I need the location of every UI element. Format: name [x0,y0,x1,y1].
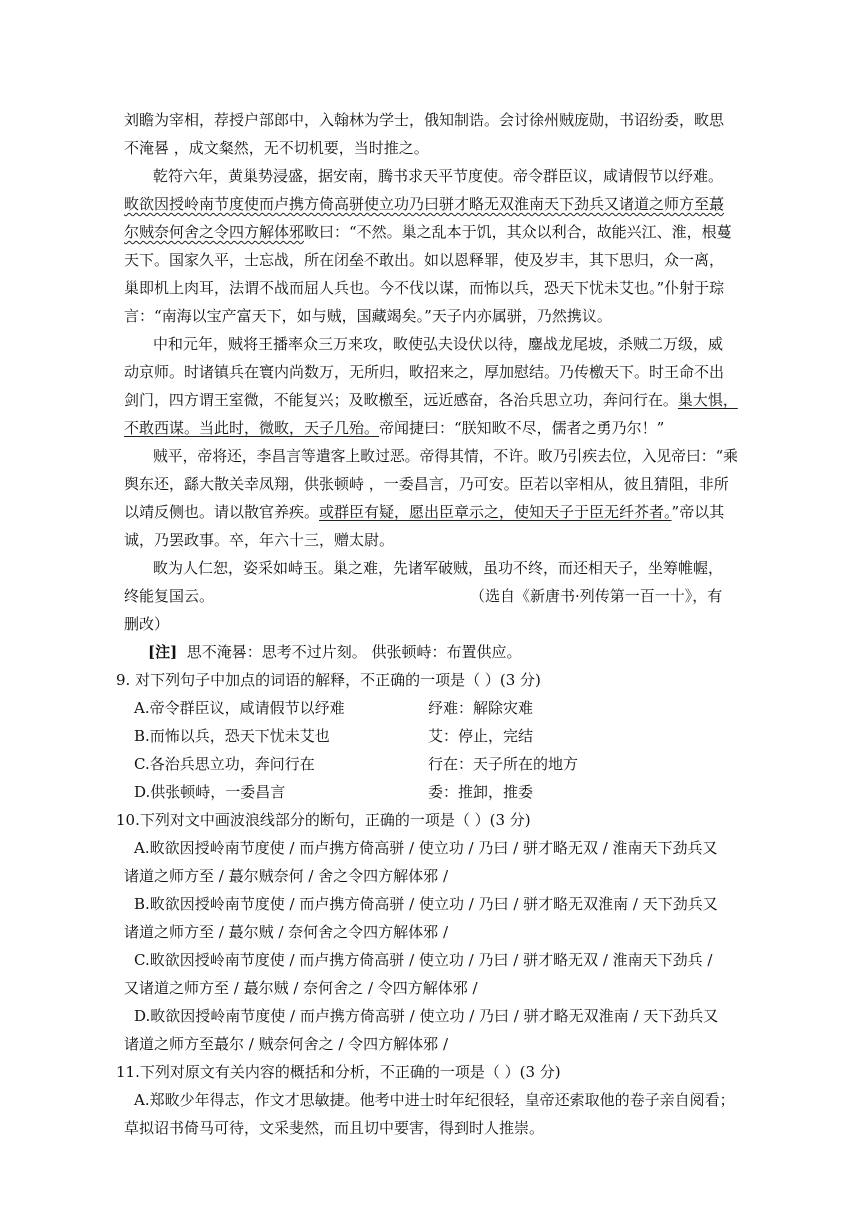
question-9-option-b-gloss: 艾：停止，完结 [428,727,534,745]
underlined-sentence: 巢大惧， [677,391,738,409]
passage-line: 中和元年，贼将王播率众三万来攻，畋使弘夫设伏以待，鏖战龙尾坡，杀贼二万级，威 [153,335,724,353]
question-9-option-c[interactable] [134,754,315,774]
question-10-option-a[interactable]: A.畋欲因授岭南节度使 / 而卢携方倚高骈 / 使立功 / 乃曰 / 骈才略无双 / 淮南天下劲兵又 [134,839,718,857]
passage-line: 天下。国家久平，士忘战，所在闭垒不敢出。如以恩释罪，使及岁丰，其下思归，众一离， [124,251,725,269]
option-text: C.各治兵思立功，奔问行在 [134,755,315,773]
passage-line [124,222,732,242]
question-9-option-d-gloss: 委：推卸，推委 [428,783,534,801]
footnote [148,642,522,662]
question-9-option-a-gloss: 纾难：解除灾难 [428,699,534,717]
passage-line: 贼平，帝将还，李昌言等遣客上畋过恶。帝得其情，不许。畋乃引疾去位，入见帝曰：“乘 [153,447,738,465]
passage-line [124,418,664,438]
question-11-stem: 11.下列对原文有关内容的概括和分析，不正确的一项是（ ）(3 分) [116,1063,561,1081]
question-10-option-c-cont: 又诸道之师方至 / 蕞尔贼 / 奈何舍之 / 令四方解体邪 / [124,979,478,997]
question-11-option-a-cont: 草拟诏书倚马可待，文采斐然，而且切中要害，得到时人推崇。 [124,1119,545,1137]
passage-text: 帝闻捷曰：“朕知畋不尽，儒者之勇乃尔！” [379,419,665,437]
source-citation: （选自《新唐书·列传第一百一十》，有 [470,587,723,605]
question-10-option-d-cont: 诸道之师方至蕞尔 / 贼奈何舍之 / 令四方解体邪 / [124,1035,449,1053]
question-9-option-b[interactable] [134,726,330,746]
source-citation: 删改） [124,615,170,633]
passage-line: 舆东还，繇大散关幸凤翔，供张顿峙 ，一委昌言，乃可安。臣若以宰相从，彼且猜阻，非所 [124,475,729,493]
passage-line: 畋为人仁恕，姿采如峙玉。巢之难，先诸军破贼，虽功不终，而还相天子，坐筹帷幄， [153,559,724,577]
passage-line [124,390,738,410]
passage-line: 诚，乃罢政事。卒，年六十三，赠太尉。 [124,531,395,549]
question-10-option-d[interactable]: D.畋欲因授岭南节度使 / 而卢携方倚高骈 / 使立功 / 乃曰 / 骈才略无双淮南 / 天下劲兵又 [134,1007,719,1025]
question-10-option-b[interactable]: B.畋欲因授岭南节度使 / 而卢携方倚高骈 / 使立功 / 乃曰 / 骈才略无双淮南 / 天下劲兵又 [134,895,718,913]
option-text: A.帝令群臣议，咸请假节以纾难 [134,699,345,717]
passage-line: 终能复国云。 [124,587,215,605]
wavy-underlined-passage: 尔贼奈何舍之令四方解体邪 [124,223,305,241]
question-11-option-a[interactable]: A.郑畋少年得志，作文才思敏捷。他考中进士时年纪很轻，皇帝还索取他的卷子亲自阅看； [134,1091,735,1109]
passage-line: 乾符六年，黄巢势浸盛，据安南，腾书求天平节度使。帝令群臣议，咸请假节以纾难。 [153,167,724,185]
passage-line: 动京师。时诸镇兵在寰内尚数万，无所归，畋招来之，厚加慰结。乃传檄天下。时王命不出 [124,363,725,381]
passage-text: 剑门，四方谓王室微，不能复兴；及畋檄至，远近感奋，各治兵思立功，奔问行在。 [124,391,678,409]
question-9-stem: 9. 对下列句子中加点的词语的解释，不正确的一项是（ ）(3 分) [116,671,541,689]
passage-line: 刘瞻为宰相，荐授户部郎中，入翰林为学士，俄知制诰。会讨徐州贼庞勋，书诏纷委，畋思 [124,111,725,129]
wavy-underlined-passage: 畋欲因授岭南节度使而卢携方倚高骈使立功乃曰骈才略无双淮南天下劲兵又诸道之师方至蕞 [124,195,725,213]
question-9-option-c-gloss: 行在：天子所在的地方 [428,755,579,773]
underlined-sentence: 不敢西谋。当此时，微畋，天子几殆。 [124,419,380,437]
underlined-sentence: 或群臣有疑，愿出臣章示之，使知天子于臣无纤芥者。 [319,503,672,521]
question-10-option-b-cont: 诸道之师方至 / 蕞尔贼 / 奈何舍之令四方解体邪 / [124,923,449,941]
passage-line [124,502,724,522]
option-text: B.而怖以兵，恐天下忧未艾也 [134,727,330,745]
question-9-option-d[interactable] [134,782,285,802]
passage-text: 畋曰：“不然。巢之乱本于饥，其众以利合，故能兴江、淮，根蔓 [304,223,732,241]
passage-line: 巢即机上肉耳，法谓不战而屈人兵也。今不伐以谋，而怖以兵，恐天下忧未艾也。”仆射于琮 [124,279,725,297]
footnote-text: 思不淹晷：思考不过片刻。 供张顿峙：布置供应。 [186,643,522,661]
question-10-option-a-cont: 诸道之师方至 / 蕞尔贼奈何 / 舍之令四方解体邪 / [124,867,449,885]
option-text: D.供张顿峙，一委昌言 [134,783,286,801]
passage-line: 言：“南海以宝产富天下，如与贼，国藏竭矣。”天子内亦属骈，乃然携议。 [124,307,612,325]
passage-text: 以靖反侧也。请以散官养疾。 [124,503,320,521]
passage-line: 不淹晷 ，成文粲然，无不切机要，当时推之。 [124,139,429,157]
footnote-label: [注] [148,643,178,661]
question-10-stem: 10.下列对文中画波浪线部分的断句，正确的一项是（ ）(3 分) [116,811,531,829]
question-10-option-c[interactable]: C.畋欲因授岭南节度使 / 而卢携方倚高骈 / 使立功 / 乃曰 / 骈才略无双 / 淮南天下劲兵 / [134,951,713,969]
passage-text: ”帝以其 [671,503,725,521]
question-9-option-a[interactable] [134,698,345,718]
